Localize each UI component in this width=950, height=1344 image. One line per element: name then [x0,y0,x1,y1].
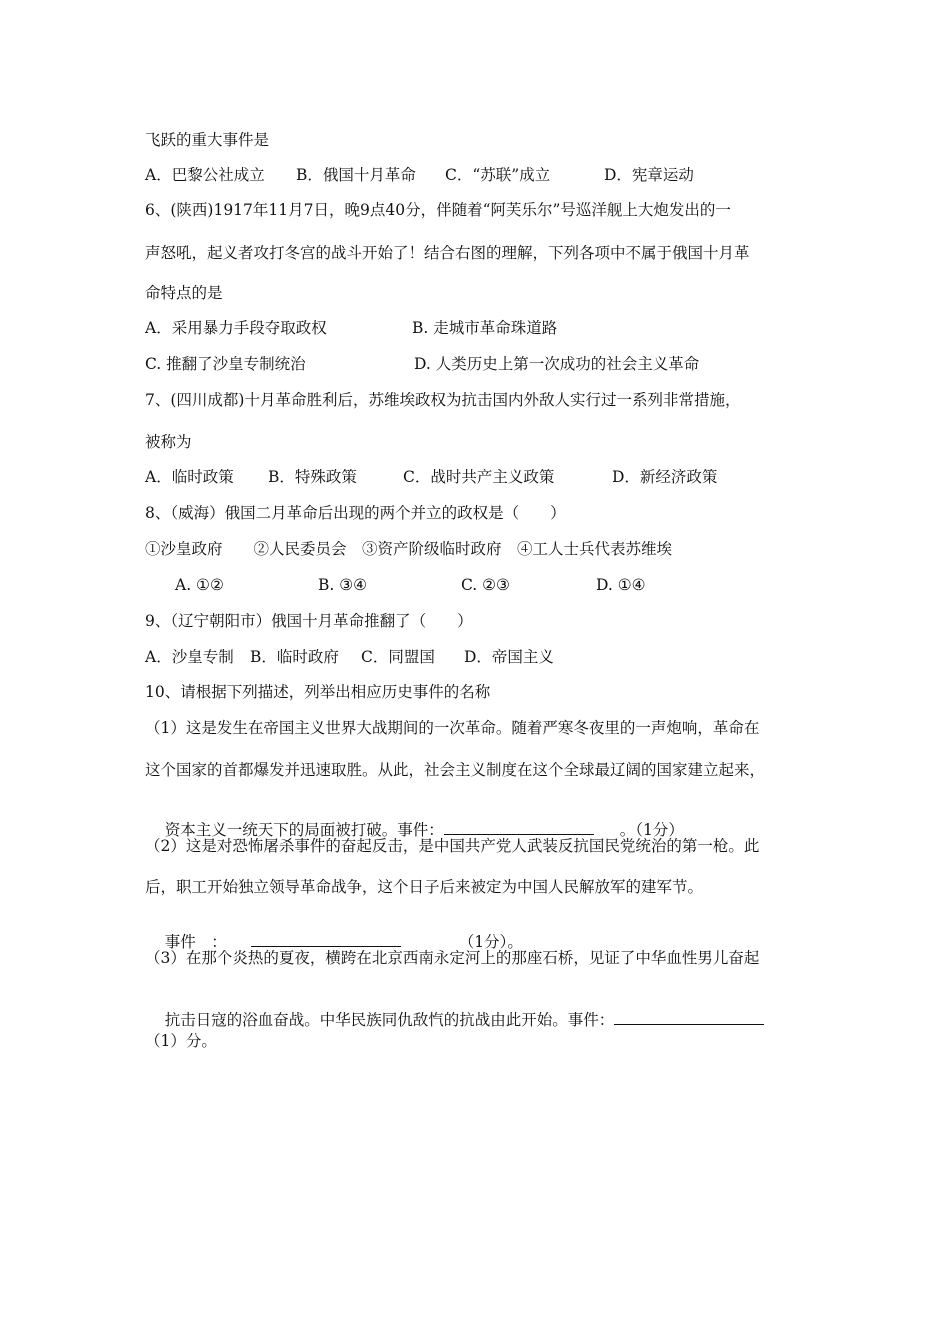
q10-part2-label: 事件 ： [164,933,227,951]
q7-option-b: B．特殊政策 [268,468,357,486]
q10-part2-line-2: 后，职工开始独立领导革命战争，这个日子后来被定为中国人民解放军的建军节。 [145,878,704,896]
q6-stem-line-2: 声怒吼，起义者攻打冬宫的战斗开始了！结合右图的理解，下列各项中不属于俄国十月革 [145,244,750,262]
q5-option-d: D．宪章运动 [604,166,694,184]
q6-stem-line-1: 6、(陕西)1917年11月7日，晚9点40分，伴随着“阿芙乐尔”号巡洋舰上大炮发出的一 [145,201,731,219]
q10-part1-answer-blank[interactable] [444,820,594,835]
q6-option-b: B. 走城市革命珠道路 [412,319,558,337]
q5-option-b: B．俄国十月革命 [296,166,416,184]
q10-part2-score: （1分）。 [458,933,523,951]
q10-stem: 10、请根据下列描述，列举出相应历史事件的名称 [145,683,491,701]
q7-option-d: D．新经济政策 [612,468,718,486]
q9-option-a: A．沙皇专制 [145,648,234,666]
q5-option-a: A．巴黎公社成立 [145,166,265,184]
q6-option-d: D. 人类历史上第一次成功的社会主义革命 [414,355,700,373]
q8-option-a: A. ①② [175,576,224,594]
q10-part1-line-2: 这个国家的首都爆发并迅速取胜。从此，社会主义制度在这个全球最辽阔的国家建立起来， [145,761,766,779]
q7-stem-line-2: 被称为 [145,433,192,451]
q8-option-d: D. ①④ [596,576,646,594]
q5-option-c: C．“苏联”成立 [445,166,551,184]
q10-part1-score: 。（1分） [619,821,684,839]
q10-part3-last-text: 抗击日寇的浴血奋战。中华民族同仇敌忾的抗战由此开始。事件： [164,1011,615,1029]
q6-option-c: C. 推翻了沙皇专制统治 [145,355,306,373]
q10-part3-line-1: （3）在那个炎热的夏夜，横跨在北京西南永定河上的那座石桥，见证了中华血性男儿奋起 [145,949,760,967]
q10-part3-score: （1）分。 [145,1032,217,1050]
q10-part1-line-1: （1）这是发生在帝国主义世界大战期间的一次革命。随着严寒冬夜里的一声炮响，革命在 [145,719,760,737]
q7-stem-line-1: 7、(四川成都)十月革命胜利后，苏维埃政权为抗击国内外敌人实行过一系列非常措施， [145,391,741,409]
q9-option-d: D．帝国主义 [464,648,554,666]
q10-part1-last-text: 资本主义一统天下的局面被打破。事件： [164,821,444,839]
q10-part3-line-2 [145,990,764,1050]
q6-stem-line-3: 命特点的是 [145,284,223,302]
q8-option-c: C. ②③ [461,576,510,594]
q10-part2-answer-blank[interactable] [251,932,401,947]
q8-option-b: B. ③④ [318,576,368,594]
q9-option-c: C．同盟国 [361,648,435,666]
q8-stem: 8、（威海）俄国二月革命后出现的两个并立的政权是（ ） [145,504,566,522]
q5-stem-tail: 飞跃的重大事件是 [145,131,270,149]
q7-option-a: A．临时政策 [145,468,234,486]
q7-option-c: C．战时共产主义政策 [403,468,555,486]
q9-option-b: B．临时政府 [250,648,339,666]
q8-items: ①沙皇政府 ②人民委员会 ③资产阶级临时政府 ④工人士兵代表苏维埃 [145,540,673,558]
q9-stem: 9、（辽宁朝阳市）俄国十月革命推翻了（ ） [145,612,473,630]
q10-part2-line-1: （2）这是对恐怖屠杀事件的奋起反击，是中国共产党人武装反抗国民党统治的第一枪。此 [145,837,760,855]
q10-part3-answer-blank[interactable] [614,1010,764,1025]
q6-option-a: A．采用暴力手段夺取政权 [145,319,327,337]
